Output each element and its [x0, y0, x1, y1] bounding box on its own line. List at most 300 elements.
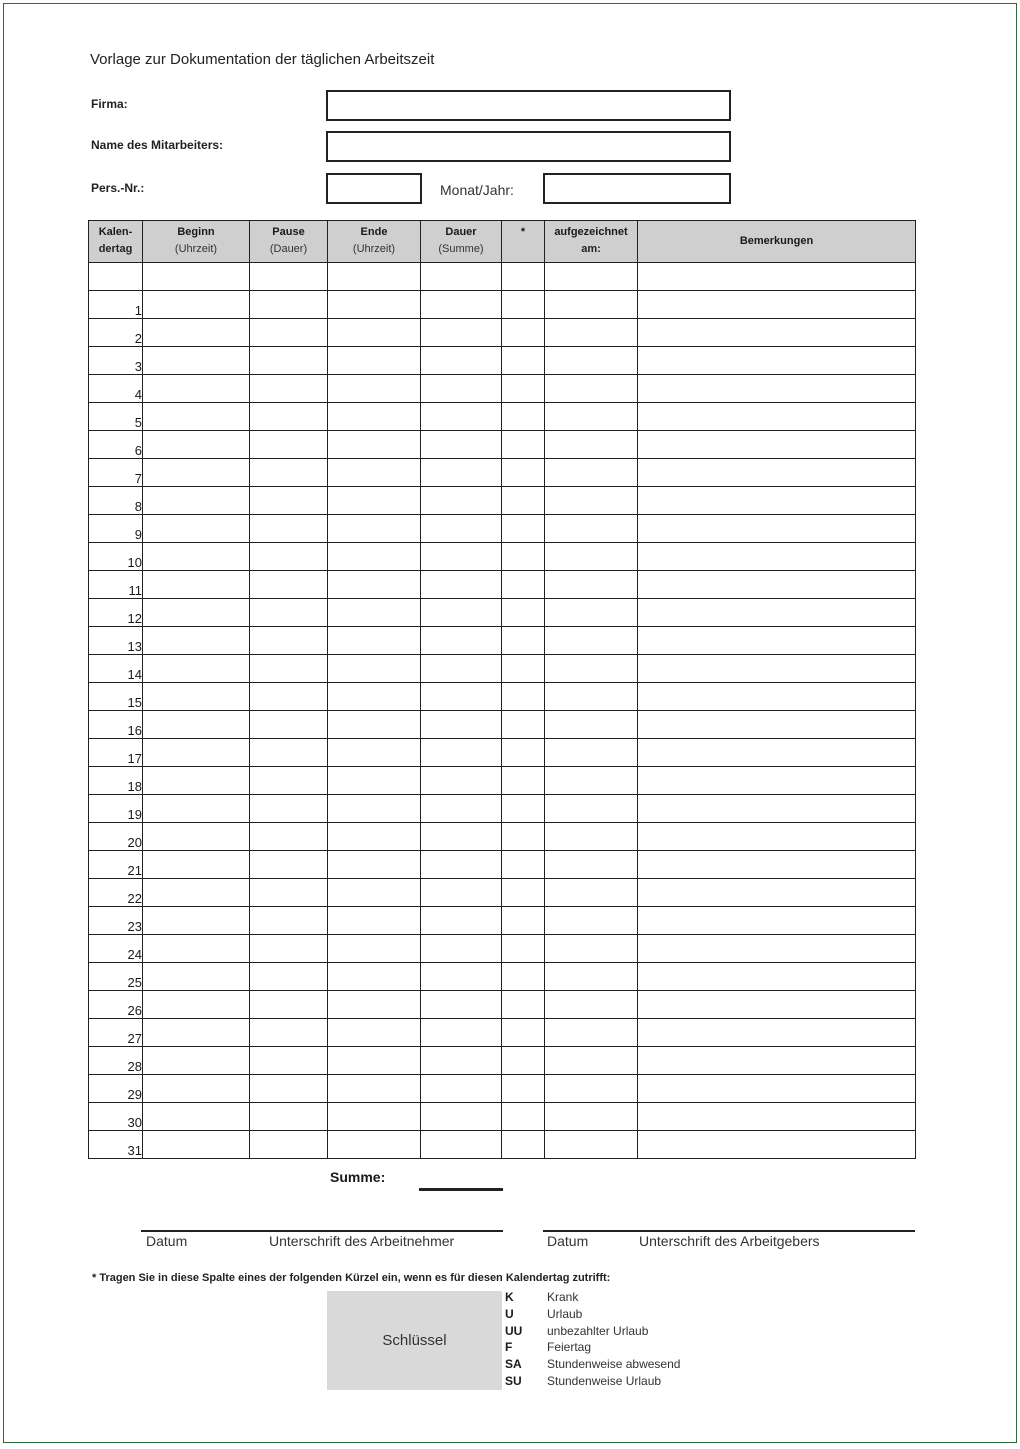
- day-number: 12: [89, 599, 143, 627]
- table-cell[interactable]: [502, 347, 545, 375]
- header-dauer: Dauer (Summe): [421, 221, 502, 263]
- table-cell[interactable]: [250, 1047, 328, 1075]
- table-cell[interactable]: [638, 543, 916, 571]
- table-cell[interactable]: [328, 599, 421, 627]
- table-cell[interactable]: [502, 627, 545, 655]
- key-item: SA Stundenweise abwesend: [505, 1357, 681, 1372]
- monat-jahr-field[interactable]: [543, 173, 731, 204]
- table-cell[interactable]: [143, 375, 250, 403]
- table-cell[interactable]: [250, 1075, 328, 1103]
- table-cell[interactable]: [502, 571, 545, 599]
- table-cell[interactable]: [638, 1019, 916, 1047]
- table-cell[interactable]: [502, 683, 545, 711]
- table-cell[interactable]: [421, 1131, 502, 1159]
- table-cell[interactable]: [502, 991, 545, 1019]
- table-cell[interactable]: [638, 515, 916, 543]
- table-cell[interactable]: [545, 907, 638, 935]
- table-row: [89, 459, 916, 487]
- table-cell[interactable]: [545, 879, 638, 907]
- table-cell[interactable]: [250, 375, 328, 403]
- table-cell[interactable]: [421, 907, 502, 935]
- table-cell[interactable]: [250, 1131, 328, 1159]
- key-item: F Feiertag: [505, 1340, 592, 1355]
- table-row: [89, 739, 916, 767]
- table-cell[interactable]: [545, 767, 638, 795]
- table-cell[interactable]: [143, 263, 250, 291]
- table-cell[interactable]: [638, 403, 916, 431]
- table-cell[interactable]: [638, 599, 916, 627]
- table-cell[interactable]: [502, 375, 545, 403]
- table-cell[interactable]: [143, 1131, 250, 1159]
- day-number: 2: [89, 319, 143, 347]
- table-cell[interactable]: [502, 739, 545, 767]
- header-ende: Ende (Uhrzeit): [328, 221, 421, 263]
- table-cell[interactable]: [502, 403, 545, 431]
- day-number: 26: [89, 991, 143, 1019]
- day-number: 7: [89, 459, 143, 487]
- table-cell[interactable]: [502, 1019, 545, 1047]
- table-cell[interactable]: [250, 963, 328, 991]
- table-cell[interactable]: [328, 879, 421, 907]
- table-row: [89, 375, 916, 403]
- table-cell[interactable]: [328, 655, 421, 683]
- table-cell[interactable]: [143, 1019, 250, 1047]
- table-cell[interactable]: [545, 403, 638, 431]
- table-cell[interactable]: [250, 599, 328, 627]
- table-cell[interactable]: [328, 823, 421, 851]
- table-cell[interactable]: [545, 627, 638, 655]
- table-cell[interactable]: [328, 683, 421, 711]
- persnr-field[interactable]: [326, 173, 422, 204]
- table-cell[interactable]: [143, 823, 250, 851]
- day-number: 9: [89, 515, 143, 543]
- table-row: [89, 571, 916, 599]
- table-cell[interactable]: [502, 767, 545, 795]
- table-cell[interactable]: [143, 627, 250, 655]
- table-cell[interactable]: [143, 739, 250, 767]
- table-cell[interactable]: [250, 487, 328, 515]
- table-cell[interactable]: [421, 655, 502, 683]
- day-number: 17: [89, 739, 143, 767]
- table-cell[interactable]: [638, 795, 916, 823]
- table-cell[interactable]: [143, 655, 250, 683]
- table-cell[interactable]: [545, 1019, 638, 1047]
- table-row: [89, 879, 916, 907]
- table-cell[interactable]: [250, 1019, 328, 1047]
- table-cell[interactable]: [545, 459, 638, 487]
- table-cell[interactable]: [421, 487, 502, 515]
- table-cell[interactable]: [143, 403, 250, 431]
- table-cell[interactable]: [328, 711, 421, 739]
- table-cell[interactable]: [421, 347, 502, 375]
- table-cell[interactable]: [250, 543, 328, 571]
- table-cell[interactable]: [328, 963, 421, 991]
- table-row: [89, 599, 916, 627]
- table-cell[interactable]: [421, 459, 502, 487]
- arbeitgeber-signature-line: [543, 1230, 915, 1232]
- table-cell[interactable]: [143, 431, 250, 459]
- table-cell[interactable]: [328, 571, 421, 599]
- table-cell[interactable]: [328, 319, 421, 347]
- table-cell[interactable]: [421, 543, 502, 571]
- arbeitnehmer-datum-label: Datum: [146, 1233, 188, 1249]
- day-number: 15: [89, 683, 143, 711]
- table-cell[interactable]: [545, 711, 638, 739]
- day-number: 16: [89, 711, 143, 739]
- table-cell[interactable]: [143, 683, 250, 711]
- table-cell[interactable]: [328, 851, 421, 879]
- table-cell[interactable]: [143, 347, 250, 375]
- table-cell[interactable]: [328, 1019, 421, 1047]
- table-row: [89, 515, 916, 543]
- monat-jahr-label: Monat/Jahr:: [440, 182, 514, 198]
- day-number: 31: [89, 1131, 143, 1159]
- table-cell[interactable]: [250, 711, 328, 739]
- table-cell[interactable]: [143, 935, 250, 963]
- table-cell[interactable]: [328, 1131, 421, 1159]
- table-cell[interactable]: [545, 991, 638, 1019]
- key-item: U Urlaub: [505, 1306, 583, 1321]
- table-cell[interactable]: [143, 459, 250, 487]
- table-cell[interactable]: [502, 487, 545, 515]
- table-row: [89, 1019, 916, 1047]
- table-cell[interactable]: [328, 935, 421, 963]
- table-cell[interactable]: [638, 291, 916, 319]
- table-cell[interactable]: [421, 739, 502, 767]
- table-cell[interactable]: [638, 711, 916, 739]
- table-cell[interactable]: [638, 991, 916, 1019]
- header-bemerkungen: Bemerkungen: [638, 221, 916, 263]
- table-cell[interactable]: [250, 403, 328, 431]
- table-row: [89, 1047, 916, 1075]
- table-cell[interactable]: [545, 739, 638, 767]
- table-cell[interactable]: [250, 319, 328, 347]
- table-cell[interactable]: [143, 543, 250, 571]
- table-cell[interactable]: [250, 851, 328, 879]
- table-cell[interactable]: [143, 319, 250, 347]
- table-cell[interactable]: [143, 571, 250, 599]
- table-cell[interactable]: [421, 571, 502, 599]
- table-cell[interactable]: [421, 991, 502, 1019]
- table-cell[interactable]: [545, 487, 638, 515]
- table-cell[interactable]: [421, 515, 502, 543]
- table-row: [89, 1131, 916, 1159]
- table-cell[interactable]: [638, 263, 916, 291]
- table-cell[interactable]: [421, 319, 502, 347]
- table-cell[interactable]: [638, 487, 916, 515]
- table-cell[interactable]: [250, 1103, 328, 1131]
- table-cell[interactable]: [638, 1075, 916, 1103]
- table-cell[interactable]: [638, 823, 916, 851]
- table-cell[interactable]: [250, 739, 328, 767]
- table-row: [89, 347, 916, 375]
- table-cell[interactable]: [502, 795, 545, 823]
- table-row: [89, 487, 916, 515]
- day-number: 4: [89, 375, 143, 403]
- table-cell[interactable]: [545, 963, 638, 991]
- table-cell[interactable]: [502, 1075, 545, 1103]
- table-cell[interactable]: [250, 263, 328, 291]
- table-cell[interactable]: [638, 767, 916, 795]
- header-kuerzel: *: [502, 221, 545, 263]
- table-cell[interactable]: [502, 1047, 545, 1075]
- summe-line: [419, 1188, 503, 1191]
- table-cell[interactable]: [545, 543, 638, 571]
- table-cell[interactable]: [638, 655, 916, 683]
- table-cell[interactable]: [545, 935, 638, 963]
- persnr-label: Pers.-Nr.:: [91, 181, 145, 195]
- table-cell[interactable]: [250, 935, 328, 963]
- mitarbeiter-name-field[interactable]: [326, 131, 731, 162]
- day-number: 14: [89, 655, 143, 683]
- table-cell[interactable]: [638, 907, 916, 935]
- table-cell[interactable]: [328, 1047, 421, 1075]
- table-cell[interactable]: [250, 823, 328, 851]
- table-cell[interactable]: [502, 319, 545, 347]
- table-cell[interactable]: [328, 459, 421, 487]
- table-row: [89, 767, 916, 795]
- table-row: [89, 655, 916, 683]
- table-cell[interactable]: [143, 515, 250, 543]
- arbeitnehmer-signature-line: [141, 1230, 503, 1232]
- table-cell[interactable]: [143, 487, 250, 515]
- header-aufgezeichnet: aufgezeichnet am:: [545, 221, 638, 263]
- table-cell[interactable]: [250, 879, 328, 907]
- day-number: 22: [89, 879, 143, 907]
- table-cell[interactable]: [421, 879, 502, 907]
- table-cell[interactable]: [328, 627, 421, 655]
- table-cell[interactable]: [545, 1131, 638, 1159]
- table-cell[interactable]: [545, 655, 638, 683]
- table-row: [89, 1075, 916, 1103]
- table-cell[interactable]: [638, 935, 916, 963]
- table-cell[interactable]: [545, 1047, 638, 1075]
- table-cell[interactable]: [502, 655, 545, 683]
- key-item: K Krank: [505, 1290, 579, 1304]
- table-cell[interactable]: [545, 319, 638, 347]
- table-cell[interactable]: [250, 991, 328, 1019]
- table-cell[interactable]: [328, 403, 421, 431]
- table-cell[interactable]: [638, 739, 916, 767]
- table-cell[interactable]: [328, 991, 421, 1019]
- table-cell[interactable]: [638, 1103, 916, 1131]
- table-cell[interactable]: [328, 431, 421, 459]
- table-cell[interactable]: [328, 1103, 421, 1131]
- table-cell[interactable]: [638, 459, 916, 487]
- table-cell[interactable]: [421, 263, 502, 291]
- table-cell[interactable]: [502, 907, 545, 935]
- table-cell[interactable]: [143, 907, 250, 935]
- table-cell[interactable]: [421, 627, 502, 655]
- day-number: 5: [89, 403, 143, 431]
- table-cell[interactable]: [502, 263, 545, 291]
- table-cell[interactable]: [502, 935, 545, 963]
- table-cell[interactable]: [638, 571, 916, 599]
- table-cell[interactable]: [328, 347, 421, 375]
- table-cell[interactable]: [421, 291, 502, 319]
- table-cell[interactable]: [421, 1103, 502, 1131]
- table-cell[interactable]: [502, 1131, 545, 1159]
- table-cell[interactable]: [89, 263, 143, 291]
- key-item: SU Stundenweise Urlaub: [505, 1373, 662, 1388]
- table-cell[interactable]: [250, 795, 328, 823]
- table-cell[interactable]: [143, 1103, 250, 1131]
- table-cell[interactable]: [143, 711, 250, 739]
- table-cell[interactable]: [328, 375, 421, 403]
- table-cell[interactable]: [638, 319, 916, 347]
- table-cell[interactable]: [545, 347, 638, 375]
- table-cell[interactable]: [328, 515, 421, 543]
- day-number: 24: [89, 935, 143, 963]
- table-cell[interactable]: [545, 431, 638, 459]
- table-row: [89, 711, 916, 739]
- table-cell[interactable]: [545, 851, 638, 879]
- table-cell[interactable]: [421, 823, 502, 851]
- table-cell[interactable]: [421, 431, 502, 459]
- table-cell[interactable]: [328, 795, 421, 823]
- header-kalendertag: Kalen- dertag: [89, 221, 143, 263]
- table-cell[interactable]: [638, 347, 916, 375]
- table-cell[interactable]: [545, 375, 638, 403]
- table-cell[interactable]: [250, 767, 328, 795]
- page-title: Vorlage zur Dokumentation der täglichen Arbeitszeit: [90, 51, 435, 68]
- table-cell[interactable]: [638, 683, 916, 711]
- table-row: [89, 795, 916, 823]
- schluessel-box: [327, 1291, 502, 1390]
- table-cell[interactable]: [502, 599, 545, 627]
- table-cell[interactable]: [250, 347, 328, 375]
- day-number: 3: [89, 347, 143, 375]
- table-cell[interactable]: [250, 683, 328, 711]
- table-cell[interactable]: [143, 991, 250, 1019]
- day-number: 1: [89, 291, 143, 319]
- firma-label: Firma:: [91, 97, 128, 111]
- table-cell[interactable]: [502, 291, 545, 319]
- table-cell[interactable]: [250, 907, 328, 935]
- table-cell[interactable]: [638, 627, 916, 655]
- day-number: 20: [89, 823, 143, 851]
- table-cell[interactable]: [545, 571, 638, 599]
- table-cell[interactable]: [421, 1019, 502, 1047]
- table-cell[interactable]: [421, 403, 502, 431]
- firma-field[interactable]: [326, 90, 731, 121]
- table-cell[interactable]: [328, 487, 421, 515]
- table-cell[interactable]: [502, 543, 545, 571]
- table-cell[interactable]: [143, 599, 250, 627]
- table-cell[interactable]: [421, 851, 502, 879]
- table-cell[interactable]: [250, 291, 328, 319]
- day-number: 18: [89, 767, 143, 795]
- table-cell[interactable]: [545, 1103, 638, 1131]
- table-cell[interactable]: [143, 291, 250, 319]
- table-cell[interactable]: [143, 963, 250, 991]
- table-row: [89, 431, 916, 459]
- table-cell[interactable]: [250, 627, 328, 655]
- table-cell[interactable]: [545, 683, 638, 711]
- table-cell[interactable]: [421, 1075, 502, 1103]
- key-item: UU unbezahlter Urlaub: [505, 1323, 649, 1338]
- table-cell[interactable]: [502, 879, 545, 907]
- day-number: 23: [89, 907, 143, 935]
- table-row: [89, 319, 916, 347]
- table-cell[interactable]: [638, 375, 916, 403]
- table-cell[interactable]: [328, 739, 421, 767]
- table-cell[interactable]: [545, 291, 638, 319]
- table-cell[interactable]: [250, 655, 328, 683]
- table-row: [89, 851, 916, 879]
- table-cell[interactable]: [545, 795, 638, 823]
- table-cell[interactable]: [421, 375, 502, 403]
- table-cell[interactable]: [328, 263, 421, 291]
- table-row: [89, 683, 916, 711]
- table-cell[interactable]: [328, 907, 421, 935]
- table-cell[interactable]: [328, 291, 421, 319]
- table-cell[interactable]: [638, 1047, 916, 1075]
- table-cell[interactable]: [502, 459, 545, 487]
- table-cell[interactable]: [502, 851, 545, 879]
- table-cell[interactable]: [143, 1047, 250, 1075]
- day-number: 10: [89, 543, 143, 571]
- table-row: [89, 403, 916, 431]
- table-cell[interactable]: [328, 1075, 421, 1103]
- table-cell[interactable]: [143, 795, 250, 823]
- table-cell[interactable]: [328, 767, 421, 795]
- day-number: 6: [89, 431, 143, 459]
- day-number: 25: [89, 963, 143, 991]
- table-cell[interactable]: [421, 767, 502, 795]
- table-cell[interactable]: [143, 879, 250, 907]
- table-cell[interactable]: [502, 1103, 545, 1131]
- table-cell[interactable]: [502, 515, 545, 543]
- table-cell[interactable]: [421, 935, 502, 963]
- table-cell[interactable]: [502, 963, 545, 991]
- table-cell[interactable]: [143, 767, 250, 795]
- table-cell[interactable]: [421, 1047, 502, 1075]
- day-number: 21: [89, 851, 143, 879]
- table-cell[interactable]: [502, 823, 545, 851]
- table-row: [89, 823, 916, 851]
- table-cell[interactable]: [421, 711, 502, 739]
- table-cell[interactable]: [638, 1131, 916, 1159]
- table-cell[interactable]: [638, 431, 916, 459]
- table-cell[interactable]: [421, 963, 502, 991]
- table-cell[interactable]: [421, 683, 502, 711]
- table-cell[interactable]: [545, 1075, 638, 1103]
- table-cell[interactable]: [545, 515, 638, 543]
- table-cell[interactable]: [638, 963, 916, 991]
- table-cell[interactable]: [328, 543, 421, 571]
- table-cell[interactable]: [545, 263, 638, 291]
- table-row: [89, 627, 916, 655]
- table-cell[interactable]: [143, 851, 250, 879]
- day-number: 30: [89, 1103, 143, 1131]
- table-cell[interactable]: [638, 851, 916, 879]
- table-cell[interactable]: [421, 795, 502, 823]
- table-cell[interactable]: [545, 823, 638, 851]
- table-cell[interactable]: [545, 599, 638, 627]
- table-cell[interactable]: [250, 515, 328, 543]
- key-legend: [505, 1289, 680, 1390]
- day-number: 27: [89, 1019, 143, 1047]
- table-cell[interactable]: [250, 571, 328, 599]
- table-cell[interactable]: [421, 599, 502, 627]
- table-cell[interactable]: [638, 879, 916, 907]
- table-cell[interactable]: [502, 711, 545, 739]
- table-cell[interactable]: [143, 1075, 250, 1103]
- table-cell[interactable]: [502, 431, 545, 459]
- table-cell[interactable]: [250, 459, 328, 487]
- table-cell[interactable]: [250, 431, 328, 459]
